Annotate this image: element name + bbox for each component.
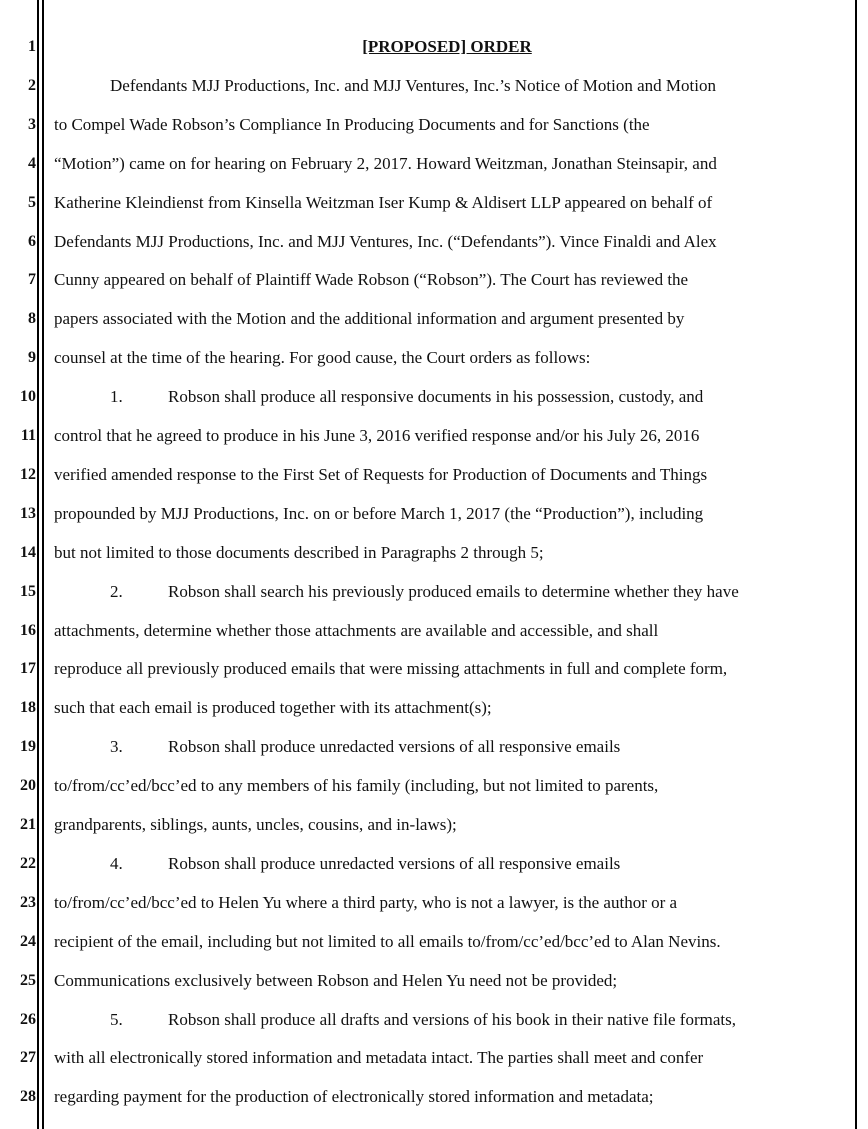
body-line [54, 193, 840, 213]
line-number: 15 [20, 583, 36, 600]
line-number: 16 [20, 622, 36, 639]
body-line [54, 1087, 840, 1107]
body-line [54, 154, 840, 174]
line-number: 13 [20, 505, 36, 522]
body-line-text: attachments, determine whether those attachments are available and accessible, and shall [54, 621, 659, 640]
body-line [54, 893, 840, 913]
line-number: 2 [28, 77, 36, 94]
line-number: 11 [20, 427, 36, 444]
body-line [54, 776, 840, 796]
body-line [54, 76, 868, 96]
body-line [54, 232, 840, 252]
body-line-text: Defendants MJJ Productions, Inc. and MJJ Ventures, Inc. (“Defendants”). Vince Finaldi and Alex [54, 232, 717, 251]
line-number: 20 [20, 777, 36, 794]
body-line-text: but not limited to those documents described in Paragraphs 2 through 5; [54, 543, 544, 562]
body-line-text: such that each email is produced together with its attachment(s); [54, 698, 492, 717]
body-line [54, 348, 840, 368]
body-line [54, 1010, 868, 1030]
right-margin-rule [855, 0, 857, 1129]
body-line-text: Defendants MJJ Productions, Inc. and MJJ Ventures, Inc.’s Notice of Motion and Motion [110, 76, 716, 95]
body-line [54, 426, 840, 446]
body-line [54, 1048, 840, 1068]
line-number: 21 [20, 816, 36, 833]
line-number: 24 [20, 933, 36, 950]
body-line-text: to/from/cc’ed/bcc’ed to Helen Yu where a third party, who is not a lawyer, is the author or a [54, 893, 678, 912]
paragraph-number: 4. [110, 854, 123, 873]
body-line-text: counsel at the time of the hearing. For good cause, the Court orders as follows: [54, 348, 591, 367]
line-number: 8 [28, 310, 36, 327]
body-line-text: Robson shall produce unredacted versions of all responsive emails [168, 737, 621, 756]
line-number: 28 [20, 1088, 36, 1105]
body-line [54, 971, 840, 991]
left-margin-rule-inner [42, 0, 44, 1129]
body-line-text: regarding payment for the production of electronically stored information and metadata; [54, 1087, 654, 1106]
line-number: 10 [20, 388, 36, 405]
body-line [54, 582, 868, 602]
line-number: 6 [28, 233, 36, 250]
body-line [54, 543, 840, 563]
line-number: 12 [20, 466, 36, 483]
body-line-text: grandparents, siblings, aunts, uncles, cousins, and in-laws); [54, 815, 457, 834]
paragraph-number: 5. [110, 1010, 123, 1029]
paragraph-number: 1. [110, 387, 123, 406]
line-number: 26 [20, 1011, 36, 1028]
body-line-text: papers associated with the Motion and the additional information and argument presented by [54, 309, 685, 328]
body-line-text: control that he agreed to produce in his June 3, 2016 verified response and/or his July 26, 2016 [54, 426, 700, 445]
body-line [54, 737, 868, 757]
line-number: 9 [28, 349, 36, 366]
paragraph-number: 2. [110, 582, 123, 601]
body-line-text: verified amended response to the First Set of Requests for Production of Documents and Things [54, 465, 708, 484]
body-line-text: Robson shall produce all responsive documents in his possession, custody, and [168, 387, 704, 406]
body-line [54, 504, 840, 524]
line-number: 4 [28, 155, 36, 172]
line-number: 19 [20, 738, 36, 755]
body-line-text: to/from/cc’ed/bcc’ed to any members of his family (including, but not limited to parents, [54, 776, 659, 795]
body-line-text: with all electronically stored information and metadata intact. The parties shall meet and confer [54, 1048, 704, 1067]
paragraph-number: 3. [110, 737, 123, 756]
line-number: 3 [28, 116, 36, 133]
left-margin-rule [37, 0, 39, 1129]
line-number: 5 [28, 194, 36, 211]
body-line [54, 270, 840, 290]
body-line [54, 309, 840, 329]
body-line-text: reproduce all previously produced emails that were missing attachments in full and complete form, [54, 659, 728, 678]
body-line-text: Robson shall search his previously produced emails to determine whether they have [168, 582, 739, 601]
body-line-text: to Compel Wade Robson’s Compliance In Producing Documents and for Sanctions (the [54, 115, 650, 134]
body-line-text: propounded by MJJ Productions, Inc. on or before March 1, 2017 (the “Production”), including [54, 504, 704, 523]
body-line-text: recipient of the email, including but not limited to all emails to/from/cc’ed/bcc’ed to Alan Nevins. [54, 932, 721, 951]
body-line-text: Communications exclusively between Robson and Helen Yu need not be provided; [54, 971, 618, 990]
document-title: [PROPOSED] ORDER [362, 37, 532, 56]
body-line [54, 698, 840, 718]
line-number: 14 [20, 544, 36, 561]
line-number: 18 [20, 699, 36, 716]
line-number: 17 [20, 660, 36, 677]
body-line [54, 621, 840, 641]
body-line-text: “Motion”) came on for hearing on February 2, 2017. Howard Weitzman, Jonathan Steinsapir, and [54, 154, 717, 173]
line-number: 22 [20, 855, 36, 872]
body-line [54, 815, 840, 835]
body-line [54, 465, 840, 485]
body-line [54, 854, 868, 874]
line-number: 25 [20, 972, 36, 989]
line-number: 27 [20, 1049, 36, 1066]
line-number: 1 [28, 38, 36, 55]
body-line [54, 932, 840, 952]
body-line-text: Robson shall produce unredacted versions of all responsive emails [168, 854, 621, 873]
body-line [54, 387, 868, 407]
line-number: 7 [28, 271, 36, 288]
line-number: 23 [20, 894, 36, 911]
body-line [54, 659, 840, 679]
body-line-text: Robson shall produce all drafts and versions of his book in their native file formats, [168, 1010, 736, 1029]
body-line [54, 115, 840, 135]
body-line-text: Katherine Kleindienst from Kinsella Weitzman Iser Kump & Aldisert LLP appeared on behalf of [54, 193, 713, 212]
body-line-text: Cunny appeared on behalf of Plaintiff Wade Robson (“Robson”). The Court has reviewed the [54, 270, 689, 289]
